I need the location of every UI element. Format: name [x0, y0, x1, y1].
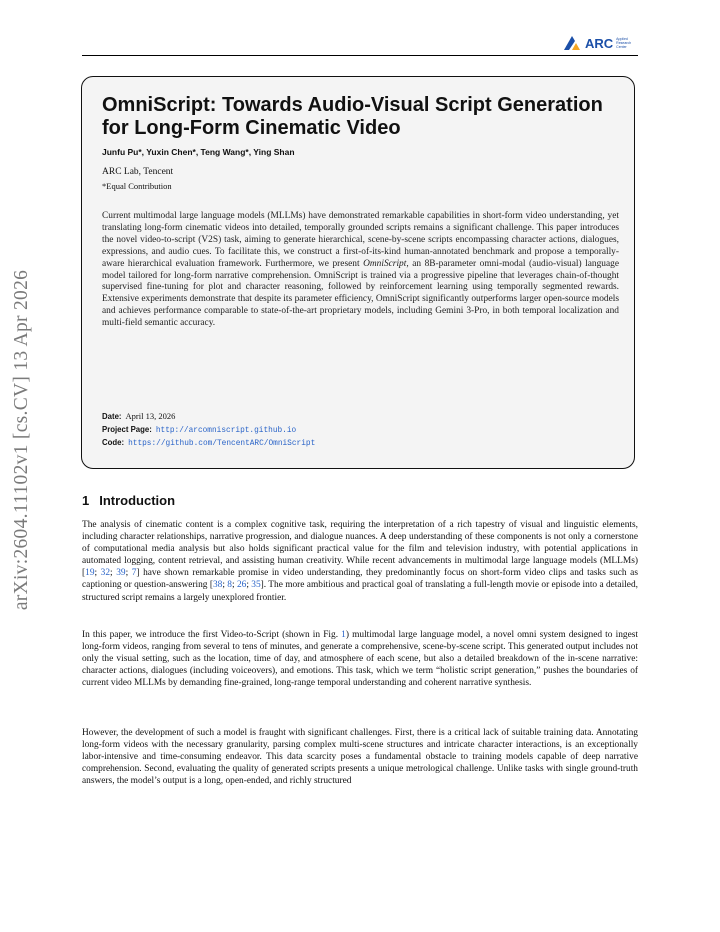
- header-rule: [82, 55, 638, 56]
- citation[interactable]: 32: [100, 568, 111, 579]
- paper-title: OmniScript: Towards Audio-Visual Script Generation for Long-Form Cinematic Video: [102, 94, 603, 139]
- arxiv-identifier-text: arXiv:2604.11102v1 [cs.CV] 13 Apr 2026: [11, 269, 32, 611]
- citation[interactable]: 38: [212, 580, 223, 591]
- project-page: Project Page: http://arcomniscript.github.io: [102, 425, 297, 435]
- model-name: OmniScript: [363, 258, 407, 269]
- equal-contribution-note: *Equal Contribution: [102, 181, 172, 191]
- abstract: Current multimodal large language models (MLLMs) have demonstrated remarkable capabilities in short-form video understanding, yet translating long-form cinematic videos into detailed, temporally grounded scripts remains a significant challenge. This paper introduces the novel video-to-script (V2S) task, aiming to generate hierarchical, scene-by-scene scripts encompassing character actions, dialogues, expressions, and audio cues. To facilitate this, we construct a first-of-its-kind human-annotated benchmark and propose a temporally-aware hierarchical evaluation framework. Furthermore, we present OmniScript, an 8B-parameter omni-modal (audio-visual) language model tailored for long-form narrative comprehension. OmniScript is trained via a progressive pipeline that leverages chain-of-thought supervised fine-tuning for plot and character reasoning, followed by reinforcement learning using temporally segmented rewards. Extensive experiments demonstrate that despite its parameter efficiency, OmniScript significantly outperforms larger open-source models and achieves performance comparable to state-of-the-art proprietary models, including Gemini 3-Pro, in both temporal localization and multi-field semantic accuracy.: [102, 211, 620, 329]
- paper-date: Date: April 13, 2026: [102, 411, 176, 421]
- intro-paragraph-1: The analysis of cinematic content is a complex cognitive task, requiring the interpretation of a rich tapestry of visual and linguistic elements, including character relationships, narrative progression, and dialogue nuances. A deep understanding of these components is not only a cornerstone of computational media analysis but also holds significant practical value for the film and television industry, with potential applications in automated logging, content retrieval, and assisting human creativity. While recent advancements in multimodal large language models (MLLMs) [19; 32; 39; 7] have shown remarkable promise in video understanding, they predominantly focus on short-form video clips and tasks such as captioning or question-answering [38; 8; 26; 35]. The more ambitious and practical goal of translating a full-length movie or episode into a detailed, structured script remains a largely unexplored frontier.: [82, 520, 638, 603]
- affiliation: ARC Lab, Tencent: [102, 167, 174, 177]
- section-heading-introduction: 1 Introduction: [82, 493, 176, 508]
- figure-reference[interactable]: 1: [341, 630, 346, 640]
- arxiv-identifier: [2, 260, 42, 620]
- arc-logo-icon: [563, 35, 583, 51]
- logo-wordmark: ARC: [585, 35, 614, 51]
- paper-authors: Junfu Pu*, Yuxin Chen*, Teng Wang*, Ying Shan: [102, 147, 295, 157]
- code-link-row: Code: https://github.com/TencentARC/OmniScript: [102, 438, 316, 448]
- citation[interactable]: 7: [131, 568, 137, 579]
- intro-paragraph-2: In this paper, we introduce the first Video-to-Script (shown in Fig. 1) multimodal large language model, a novel omni system designed to ingest long-form videos, ranging from several to tens of minutes, and generate a comprehensive, scene-by-scene script. This generated output includes not only the visual setting, such as the location, time of day, and atmosphere of each scene, but also a detailed breakdown of the in-scene narrative: character actions, dialogues (including voiceovers), and emotions. This task, which we term “holistic script generation,” pushes the boundaries of current video MLLMs by demanding fine-grained, long-range temporal understanding and coherent narrative synthesis.: [82, 630, 638, 689]
- arc-logo: [563, 33, 634, 53]
- intro-paragraph-3: However, the development of such a model is fraught with significant challenges. First, there is a critical lack of suitable training data. Annotating long-form videos with the necessary granularity, parsing complex multi-scene structures and intricate character interactions, is an exceptionally labor-intensive and time-consuming endeavor. This data scarcity poses a fundamental obstacle to training models capable of deep narrative comprehension. Second, evaluating the quality of generated scripts presents a unique metrological challenge. Unlike tasks with single ground-truth answers, the model’s output is a long, open-ended, and richly structured: [82, 728, 638, 787]
- project-page-link[interactable]: http://arcomniscript.github.io: [155, 427, 297, 435]
- logo-subtext: Applied Research Center: [616, 37, 632, 49]
- citation[interactable]: 8: [227, 580, 232, 591]
- citation[interactable]: 39: [116, 568, 126, 579]
- citation[interactable]: 35: [251, 580, 261, 591]
- citation[interactable]: 26: [236, 580, 247, 591]
- citation[interactable]: 19: [85, 568, 95, 579]
- code-link[interactable]: https://github.com/TencentARC/OmniScript: [128, 440, 316, 448]
